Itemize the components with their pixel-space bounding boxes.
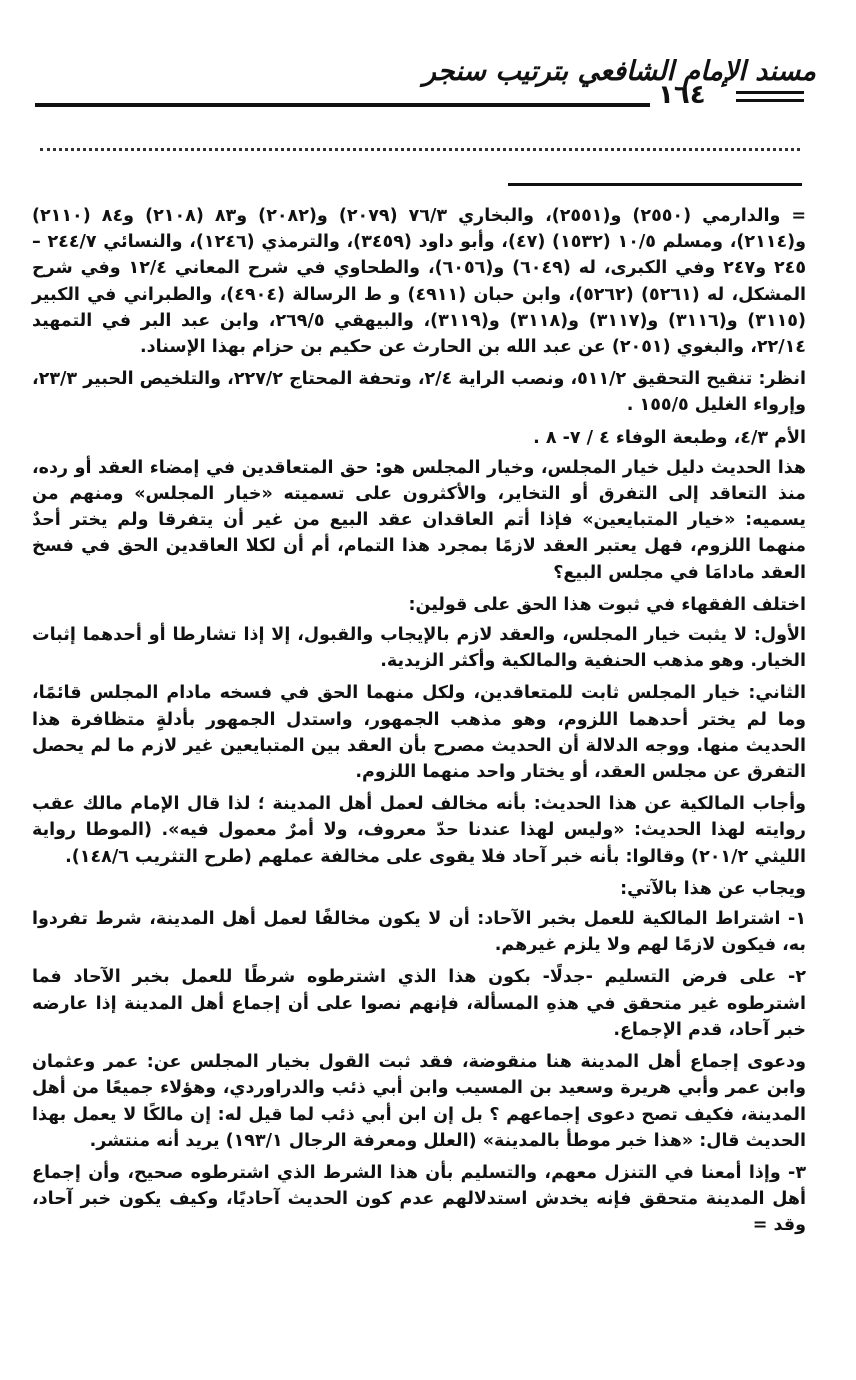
header-double-rule-top [736,91,804,94]
header-rule [35,103,650,107]
paragraph-ijma-claim: ودعوى إجماع أهل المدينة هنا منقوضة، فقد ثبت القول بخيار المجلس عن: عمر وعثمان وابن عمر وأبي هريرة وسعيد بن المسيب وابن أبي ذئب والدراوردي، وهؤلاء جميعًا من أهل المدينة، فكيف تصح دعوى إجماعهم ؟ بل إن ابن أبي ذئب لما قيل له: إن مالكًا لا يعمل بهذا الحديث قال: «هذا خبر موطأ بالمدينة» (العلل ومعرفة الرجال ١٩٣/١) يريد أنه منتشر. [32,1052,806,1151]
paragraph-point-3: ٣- وإذا أمعنا في التنزل معهم، والتسليم بأن هذا الشرط الذي اشترطوه صحيح، وأن إجماع أهل المدينة متحقق فإنه يخدش استدلالهم عدم كون الحديث آحاديًا، وكيف يكون خبر آحاد، وقد = [32,1162,806,1236]
paragraph-disagreement: اختلف الفقهاء في ثبوت هذا الحق على قولين: [408,594,806,615]
paragraph-al-umm: الأم ٤/٣، وطبعة الوفاء ٤ / ٧- ٨ . [533,427,806,448]
paragraph-khiyar-definition: هذا الحديث دليل خيار المجلس، وخيار المجلس هو: حق المتعاقدين في إمضاء العقد أو رده، منذ التعاقد إلى التفرق أو التخاير، والأكثرون على تسميته «خيار المجلس» ومنهم من يسميه: «خيار المتبايعين» فإذا أتم العاقدان عقد البيع من غير أن يتفرقا ولم يختر أحدٌ منهما اللزوم، فهل يعتبر العقد لازمًا بمجرد هذا التمام، أم أن لكلا العاقدين الحق في فسخ العقد مادامَا في مجلس البيع؟ [32,457,806,583]
paragraph-first-opinion: الأول: لا يثبت خيار المجلس، والعقد لازم بالإيجاب والقبول، إلا إذا تشارطا أو أحدهما إثبات الخيار. وهو مذهب الحنفية والمالكية وأكثر الزيدية. [32,625,806,672]
paragraph-reply-intro: ويجاب عن هذا بالآتي: [620,878,806,899]
paragraph-maliki-response: وأجاب المالكية عن هذا الحديث: بأنه مخالف لعمل أهل المدينة ؛ لذا قال الإمام مالك عقب روايته لهذا الحديث: «وليس لهذا عندنا حدّ معروف، ولا أمرٌ معمول فيه». (الموطا رواية الليثي ٢٠١/٢) وقالوا: بأنه خبر آحاد فلا يقوى على مخالفة عملهم (طرح التثريب ١٤٨/٦). [32,794,806,867]
paragraph-references: انظر: تنقيح التحقيق ٥١١/٢، ونصب الراية ٢/٤، وتحفة المحتاج ٢٢٧/٢، والتلخيص الحبير ٢٣/٣، وإرواء الغليل ١٥٥/٥ . [32,369,806,416]
footnote-rule [508,183,802,186]
page-number: ١٦٤ [658,80,706,110]
header-double-rule-bottom [736,99,804,102]
footnote-body [32,203,806,1245]
text-separator-dots [40,148,800,151]
running-header-title: مسند الإمام الشافعي بترتيب سنجر [422,56,816,87]
paragraph-takhrij: = والدارمي (٢٥٥٠) و(٢٥٥١)، والبخاري ٧٦/٣ (٢٠٧٩) و(٢٠٨٢) و٨٣ (٢١٠٨) و٨٤ (٢١١٠) و(٢١١٤)، ومسلم ١٠/٥ (١٥٣٢) (٤٧)، وأبو داود (٣٤٥٩)، والترمذي (١٢٤٦)، والنسائي ٢٤٤/٧ – ٢٤٥ و٢٤٧ وفي الكبرى، له (٦٠٤٩) و(٦٠٥٦)، والطحاوي في شرح المعاني ١٢/٤ وفي شرح المشكل، له (٥٢٦١) (٥٢٦٢)، وابن حبان (٤٩١١) و ط الرسالة (٤٩٠٤)، والطبراني في الكبير (٣١١٥) و(٣١١٦) و(٣١١٧) و(٣١١٨) و(٣١١٩)، والبيهقي ٢٦٩/٥، وابن عبد البر في التمهيد ٢٢/١٤، والبغوي (٢٠٥١) عن عبد الله بن الحارث عن حكيم بن حزام بهذا الإسناد. [32,206,807,358]
paragraph-point-2: ٢- على فرض التسليم -جدلًا- بكون هذا الذي اشترطوه شرطًا للعمل بخبر الآحاد فما اشترطوه غير متحقق في هذهِ المسألة، فإنهم نصوا على أن إجماع أهل المدينة إذا عارضه خبر آحاد، قدم الإجماع. [32,967,806,1040]
paragraph-point-1: ١- اشتراط المالكية للعمل بخبر الآحاد: أن لا يكون مخالفًا لعمل أهل المدينة، شرط تفردوا به، فيكون لازمًا لهم ولا يلزم غيرهم. [32,909,806,956]
paragraph-second-opinion: الثاني: خيار المجلس ثابت للمتعاقدين، ولكل منهما الحق في فسخه مادام المجلس قائمًا، وما لم يختر أحدهما اللزوم، وهو مذهب الجمهور، واستدل الجمهور بأدلةٍ متظافرة هذا الحديث منها. ووجه الدلالة أن الحديث مصرح بأن العقد بين المتبايعين غير لازم ما لم يحصل التفرق عن مجلس العقد، أو يختار واحد منهما اللزوم. [32,683,806,783]
